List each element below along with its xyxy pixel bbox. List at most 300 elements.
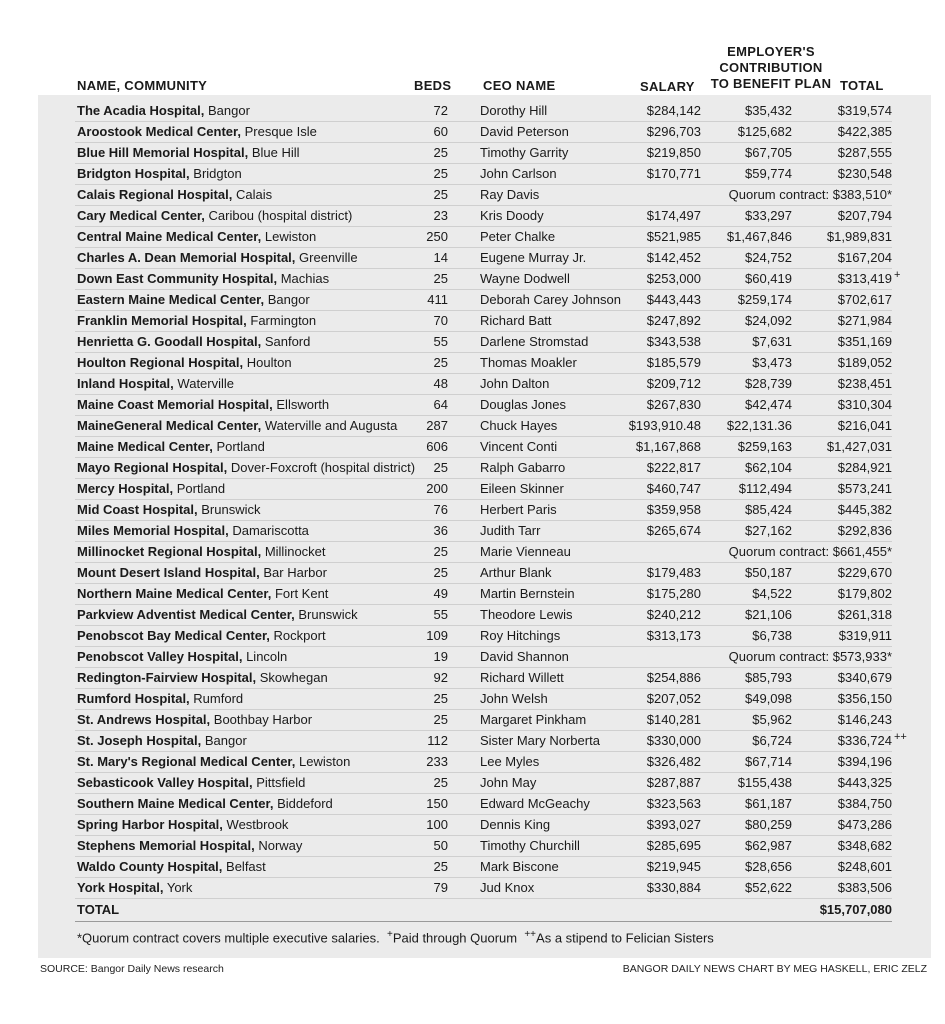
table-body bbox=[75, 101, 907, 922]
contribution-value: $6,738 bbox=[752, 628, 792, 643]
ceo-name: Theodore Lewis bbox=[480, 607, 573, 622]
beds-value: 25 bbox=[433, 544, 448, 559]
ceo-name: Timothy Garrity bbox=[480, 145, 569, 160]
ceo-name: Darlene Stromstad bbox=[480, 334, 589, 349]
contribution-value: $28,739 bbox=[745, 376, 792, 391]
contribution-value: $1,467,846 bbox=[726, 229, 792, 244]
community: Bangor bbox=[208, 103, 250, 118]
contribution-value: $24,092 bbox=[745, 313, 792, 328]
hospital-name-community bbox=[77, 563, 327, 583]
total-value: $384,750 bbox=[837, 796, 892, 811]
community: Norway bbox=[258, 838, 303, 853]
hospital-name-community bbox=[77, 164, 242, 184]
beds-value: 25 bbox=[433, 145, 448, 160]
hospital-name: Stephens Memorial Hospital, bbox=[77, 838, 255, 853]
footnote-plus-mark: + bbox=[386, 929, 393, 940]
beds-value: 50 bbox=[433, 838, 448, 853]
salary-value: $343,538 bbox=[646, 334, 701, 349]
beds-value: 70 bbox=[433, 313, 448, 328]
ceo-name: Arthur Blank bbox=[480, 565, 552, 580]
header-total: TOTAL bbox=[840, 78, 884, 93]
hospital-name: Cary Medical Center, bbox=[77, 208, 205, 223]
beds-value: 19 bbox=[433, 649, 448, 664]
hospital-name: St. Andrews Hospital, bbox=[77, 712, 211, 727]
total-value: $394,196 bbox=[837, 754, 892, 769]
table-row bbox=[75, 710, 892, 731]
salary-value: $222,817 bbox=[646, 460, 701, 475]
table-row bbox=[75, 353, 892, 374]
hospital-name: The Acadia Hospital, bbox=[77, 103, 205, 118]
salary-value: $460,747 bbox=[646, 481, 701, 496]
total-value: $261,318 bbox=[837, 607, 892, 622]
table-row bbox=[75, 290, 892, 311]
hospital-name: Mount Desert Island Hospital, bbox=[77, 565, 260, 580]
header-contribution-line3: TO BENEFIT PLAN bbox=[710, 76, 832, 91]
hospital-name-community bbox=[77, 521, 309, 541]
table-row bbox=[75, 101, 892, 122]
hospital-name-community bbox=[77, 479, 225, 499]
beds-value: 49 bbox=[433, 586, 448, 601]
beds-value: 64 bbox=[433, 397, 448, 412]
table-row bbox=[75, 647, 892, 668]
table-row bbox=[75, 311, 892, 332]
table-row bbox=[75, 689, 892, 710]
table-row bbox=[75, 563, 892, 584]
total-value: $238,451 bbox=[837, 376, 892, 391]
table-row bbox=[75, 857, 892, 878]
salary-value: $287,887 bbox=[646, 775, 701, 790]
hospital-name-community bbox=[77, 878, 192, 898]
hospital-name: York Hospital, bbox=[77, 880, 164, 895]
salary-value: $207,052 bbox=[646, 691, 701, 706]
hospital-name: Aroostook Medical Center, bbox=[77, 124, 241, 139]
hospital-name-community bbox=[77, 437, 265, 457]
quorum-contract bbox=[729, 542, 892, 562]
total-value: $1,989,831 bbox=[826, 229, 892, 244]
beds-value: 25 bbox=[433, 775, 448, 790]
contribution-value: $125,682 bbox=[737, 124, 792, 139]
footnote-paid-through-quorum: Paid through Quorum bbox=[392, 930, 518, 946]
hospital-name-community bbox=[77, 416, 397, 436]
hospital-name: Maine Medical Center, bbox=[77, 439, 213, 454]
ceo-name: Mark Biscone bbox=[480, 859, 559, 874]
total-value: $702,617 bbox=[837, 292, 892, 307]
hospital-name-community bbox=[77, 269, 329, 289]
contribution-value: $59,774 bbox=[745, 166, 792, 181]
contribution-value: $7,631 bbox=[752, 334, 792, 349]
beds-value: 72 bbox=[433, 103, 448, 118]
hospital-name: Eastern Maine Medical Center, bbox=[77, 292, 265, 307]
total-value: $207,794 bbox=[837, 208, 892, 223]
community: Greenville bbox=[299, 250, 358, 265]
total-value: $310,304 bbox=[837, 397, 892, 412]
beds-value: 200 bbox=[426, 481, 448, 496]
salary-value: $323,563 bbox=[646, 796, 701, 811]
contribution-value: $4,522 bbox=[752, 586, 792, 601]
total-value: $179,802 bbox=[837, 586, 892, 601]
community: Rockport bbox=[273, 628, 326, 643]
total-value: $167,204 bbox=[837, 250, 892, 265]
hospital-name: Mid Coast Hospital, bbox=[77, 502, 198, 517]
contribution-value: $60,419 bbox=[745, 271, 792, 286]
total-value: $573,241 bbox=[837, 481, 892, 496]
hospital-name: Millinocket Regional Hospital, bbox=[77, 544, 262, 559]
beds-value: 287 bbox=[426, 418, 448, 433]
hospital-name-community bbox=[77, 668, 328, 688]
hospital-name: Maine Coast Memorial Hospital, bbox=[77, 397, 273, 412]
ceo-name: Martin Bernstein bbox=[480, 586, 575, 601]
table-header bbox=[0, 0, 945, 95]
beds-value: 55 bbox=[433, 334, 448, 349]
beds-value: 100 bbox=[426, 817, 448, 832]
community: York bbox=[166, 880, 193, 895]
hospital-name-community bbox=[77, 311, 316, 331]
hospital-name: Spring Harbor Hospital, bbox=[77, 817, 223, 832]
community: Portland bbox=[176, 481, 226, 496]
beds-value: 25 bbox=[433, 712, 448, 727]
ceo-name: Sister Mary Norberta bbox=[480, 733, 600, 748]
table-row bbox=[75, 479, 892, 500]
table-row bbox=[75, 458, 892, 479]
community: Dover-Foxcroft (hospital district) bbox=[230, 460, 416, 475]
ceo-name: Ray Davis bbox=[480, 187, 540, 202]
total-value: $229,670 bbox=[837, 565, 892, 580]
ceo-name: John May bbox=[480, 775, 537, 790]
table-row bbox=[75, 752, 892, 773]
table-row bbox=[75, 500, 892, 521]
community: Belfast bbox=[226, 859, 266, 874]
contribution-value: $112,494 bbox=[738, 481, 792, 496]
salary-value: $359,958 bbox=[646, 502, 701, 517]
community: Presque Isle bbox=[244, 124, 317, 139]
contribution-value: $24,752 bbox=[745, 250, 792, 265]
total-value: $146,243 bbox=[837, 712, 892, 727]
community: Lewiston bbox=[264, 229, 317, 244]
total-value: $422,385 bbox=[837, 124, 892, 139]
beds-value: 25 bbox=[433, 166, 448, 181]
salary-value: $170,771 bbox=[646, 166, 701, 181]
table-row bbox=[75, 185, 892, 206]
ceo-name: Jud Knox bbox=[480, 880, 535, 895]
ceo-name: John Welsh bbox=[480, 691, 548, 706]
contribution-value: $62,987 bbox=[745, 838, 792, 853]
salary-value: $219,850 bbox=[646, 145, 701, 160]
salary-value: $330,884 bbox=[646, 880, 701, 895]
ceo-name: John Dalton bbox=[480, 376, 550, 391]
community: Houlton bbox=[246, 355, 292, 370]
table-row bbox=[75, 542, 892, 563]
ceo-name: Dennis King bbox=[480, 817, 551, 832]
quorum-contract-text: Quorum contract: $661,455 bbox=[728, 544, 887, 559]
hospital-name: Central Maine Medical Center, bbox=[77, 229, 262, 244]
header-name-community: NAME, COMMUNITY bbox=[77, 78, 208, 93]
contribution-value: $62,104 bbox=[745, 460, 792, 475]
beds-value: 250 bbox=[426, 229, 448, 244]
community: Calais bbox=[235, 187, 273, 202]
beds-value: 25 bbox=[433, 187, 448, 202]
table-row bbox=[75, 878, 892, 899]
community: Bangor bbox=[204, 733, 247, 748]
hospital-name: Inland Hospital, bbox=[77, 376, 174, 391]
total-value: $348,682 bbox=[837, 838, 892, 853]
beds-value: 25 bbox=[433, 355, 448, 370]
beds-value: 606 bbox=[426, 439, 448, 454]
salary-value: $193,910.48 bbox=[628, 418, 701, 433]
table-row bbox=[75, 269, 901, 290]
footnote-marker: * bbox=[886, 544, 892, 559]
hospital-name-community bbox=[77, 605, 358, 625]
ceo-name: Douglas Jones bbox=[480, 397, 566, 412]
hospital-name: Waldo County Hospital, bbox=[77, 859, 223, 874]
hospital-name: Henrietta G. Goodall Hospital, bbox=[77, 334, 262, 349]
header-salary: SALARY bbox=[640, 79, 695, 94]
table-row bbox=[75, 374, 892, 395]
contribution-value: $52,622 bbox=[745, 880, 792, 895]
ceo-name: Marie Vienneau bbox=[480, 544, 571, 559]
beds-value: 150 bbox=[426, 796, 448, 811]
salary-value: $209,712 bbox=[646, 376, 701, 391]
community: Fort Kent bbox=[274, 586, 329, 601]
total-value: $351,169 bbox=[837, 334, 892, 349]
table-row bbox=[75, 122, 892, 143]
total-label: TOTAL bbox=[77, 902, 120, 917]
contribution-value: $28,656 bbox=[745, 859, 792, 874]
hospital-name: Houlton Regional Hospital, bbox=[77, 355, 244, 370]
hospital-name-community bbox=[77, 773, 305, 793]
community: Rumford bbox=[193, 691, 244, 706]
beds-value: 76 bbox=[433, 502, 448, 517]
footnote-marker: * bbox=[886, 649, 892, 664]
beds-value: 92 bbox=[433, 670, 448, 685]
salary-value: $326,482 bbox=[646, 754, 701, 769]
table-row bbox=[75, 143, 892, 164]
total-value: $189,052 bbox=[837, 355, 892, 370]
total-row bbox=[75, 899, 892, 922]
beds-value: 23 bbox=[433, 208, 448, 223]
hospital-name-community bbox=[77, 500, 261, 520]
hospital-name-community bbox=[77, 710, 312, 730]
hospital-name-community bbox=[77, 185, 272, 205]
community: Brunswick bbox=[201, 502, 261, 517]
hospital-name: Redington-Fairview Hospital, bbox=[77, 670, 257, 685]
hospital-name: MaineGeneral Medical Center, bbox=[77, 418, 262, 433]
table-row bbox=[75, 731, 907, 752]
hospital-name: Mayo Regional Hospital, bbox=[77, 460, 228, 475]
grand-total-value: $15,707,080 bbox=[819, 902, 892, 917]
total-value: $319,911 bbox=[838, 628, 892, 643]
beds-value: 25 bbox=[433, 859, 448, 874]
hospital-name-community bbox=[77, 836, 302, 856]
salary-value: $240,212 bbox=[646, 607, 701, 622]
hospital-name: St. Mary's Regional Medical Center, bbox=[77, 754, 296, 769]
hospital-name-community bbox=[77, 290, 310, 310]
community: Skowhegan bbox=[259, 670, 328, 685]
total-value: $230,548 bbox=[837, 166, 892, 181]
contribution-value: $3,473 bbox=[752, 355, 792, 370]
community: Lewiston bbox=[299, 754, 351, 769]
total-value: $271,984 bbox=[837, 313, 892, 328]
ceo-name: Eugene Murray Jr. bbox=[480, 250, 587, 265]
ceo-name: Dorothy Hill bbox=[480, 103, 548, 118]
ceo-name: John Carlson bbox=[480, 166, 557, 181]
salary-value: $185,579 bbox=[646, 355, 701, 370]
header-contribution bbox=[706, 44, 836, 92]
contribution-value: $85,793 bbox=[745, 670, 792, 685]
table-row bbox=[75, 416, 892, 437]
total-value: $383,506 bbox=[837, 880, 892, 895]
hospital-name: Charles A. Dean Memorial Hospital, bbox=[77, 250, 296, 265]
table-row bbox=[75, 794, 892, 815]
table-row bbox=[75, 227, 892, 248]
total-value: $473,286 bbox=[837, 817, 892, 832]
salary-value: $253,000 bbox=[646, 271, 701, 286]
ceo-name: Judith Tarr bbox=[480, 523, 541, 538]
total-value: $336,724 bbox=[837, 733, 892, 748]
hospital-name: Franklin Memorial Hospital, bbox=[77, 313, 247, 328]
hospital-name-community bbox=[77, 332, 310, 352]
ceo-name: Eileen Skinner bbox=[480, 481, 564, 496]
quorum-contract bbox=[729, 185, 892, 205]
community: Farmington bbox=[250, 313, 317, 328]
contribution-value: $27,162 bbox=[745, 523, 792, 538]
total-value: $313,419 bbox=[837, 271, 892, 286]
community: Bridgton bbox=[193, 166, 242, 181]
community: Pittsfield bbox=[256, 775, 306, 790]
hospital-name: Penobscot Valley Hospital, bbox=[77, 649, 243, 664]
hospital-name-community bbox=[77, 206, 352, 226]
credit-line: BANGOR DAILY NEWS CHART BY MEG HASKELL, ERIC ZELZ bbox=[622, 963, 927, 975]
community: Damariscotta bbox=[232, 523, 309, 538]
salary-value: $254,886 bbox=[646, 670, 701, 685]
table-row bbox=[75, 836, 892, 857]
source-line: SOURCE: Bangor Daily News research bbox=[40, 963, 224, 975]
hospital-name-community bbox=[77, 248, 358, 268]
header-beds: BEDS bbox=[414, 78, 452, 93]
ceo-name: Timothy Churchill bbox=[480, 838, 580, 853]
salary-value: $179,483 bbox=[646, 565, 701, 580]
total-value: $356,150 bbox=[837, 691, 892, 706]
footnotes bbox=[77, 929, 714, 945]
hospital-name-community bbox=[77, 374, 234, 394]
salary-value: $247,892 bbox=[646, 313, 701, 328]
ceo-name: Ralph Gabarro bbox=[480, 460, 566, 475]
hospital-name: Penobscot Bay Medical Center, bbox=[77, 628, 270, 643]
community: Blue Hill bbox=[251, 145, 300, 160]
beds-value: 14 bbox=[433, 250, 448, 265]
community: Boothbay Harbor bbox=[213, 712, 313, 727]
community: Lincoln bbox=[246, 649, 288, 664]
contribution-value: $50,187 bbox=[745, 565, 792, 580]
hospital-name-community bbox=[77, 626, 326, 646]
contribution-value: $259,163 bbox=[737, 439, 792, 454]
footnote-marker: * bbox=[886, 187, 892, 202]
ceo-name: Deborah Carey Johnson bbox=[480, 292, 621, 307]
salary-value: $521,985 bbox=[646, 229, 701, 244]
hospital-name-community bbox=[77, 122, 317, 142]
beds-value: 48 bbox=[433, 376, 448, 391]
ceo-name: Wayne Dodwell bbox=[480, 271, 570, 286]
ceo-name: David Peterson bbox=[480, 124, 569, 139]
hospital-name-community bbox=[77, 794, 333, 814]
table-row bbox=[75, 815, 892, 836]
contribution-value: $67,714 bbox=[745, 754, 792, 769]
contribution-value: $85,424 bbox=[745, 502, 792, 517]
community: Brunswick bbox=[298, 607, 358, 622]
hospital-name-community bbox=[77, 752, 350, 772]
community: Waterville and Augusta bbox=[264, 418, 398, 433]
beds-value: 233 bbox=[426, 754, 448, 769]
ceo-name: Vincent Conti bbox=[480, 439, 558, 454]
ceo-name: Margaret Pinkham bbox=[480, 712, 587, 727]
salary-value: $265,674 bbox=[646, 523, 701, 538]
salary-value: $330,000 bbox=[646, 733, 701, 748]
quorum-contract bbox=[729, 647, 892, 667]
contribution-value: $61,187 bbox=[745, 796, 792, 811]
beds-value: 60 bbox=[433, 124, 448, 139]
salary-value: $284,142 bbox=[646, 103, 701, 118]
hospital-name: Miles Memorial Hospital, bbox=[77, 523, 229, 538]
footnote-marker: + bbox=[894, 269, 901, 281]
community: Caribou (hospital district) bbox=[208, 208, 353, 223]
table-row bbox=[75, 521, 892, 542]
ceo-name: Herbert Paris bbox=[480, 502, 557, 517]
ceo-name: Roy Hitchings bbox=[480, 628, 561, 643]
community: Biddeford bbox=[277, 796, 333, 811]
hospital-name: Mercy Hospital, bbox=[77, 481, 174, 496]
hospital-name-community bbox=[77, 647, 287, 667]
hospital-name: Southern Maine Medical Center, bbox=[77, 796, 274, 811]
hospital-name: Rumford Hospital, bbox=[77, 691, 190, 706]
table-row bbox=[75, 164, 892, 185]
header-ceo-name: CEO NAME bbox=[483, 78, 556, 93]
contribution-value: $35,432 bbox=[745, 103, 792, 118]
beds-value: 79 bbox=[433, 880, 448, 895]
hospital-name-community bbox=[77, 458, 415, 478]
beds-value: 25 bbox=[433, 691, 448, 706]
total-value: $1,427,031 bbox=[826, 439, 892, 454]
header-contribution-line2: CONTRIBUTION bbox=[719, 60, 823, 75]
table-row bbox=[75, 605, 892, 626]
salary-value: $393,027 bbox=[646, 817, 701, 832]
table-row bbox=[75, 332, 892, 353]
salary-value: $175,280 bbox=[646, 586, 701, 601]
beds-value: 109 bbox=[426, 628, 448, 643]
table-row bbox=[75, 206, 892, 227]
total-value: $216,041 bbox=[837, 418, 892, 433]
footnote-quorum: *Quorum contract covers multiple executive salaries. bbox=[77, 930, 380, 946]
community: Bar Harbor bbox=[263, 565, 327, 580]
hospital-name: Down East Community Hospital, bbox=[77, 271, 278, 286]
hospital-name-community bbox=[77, 815, 288, 835]
community: Westbrook bbox=[226, 817, 289, 832]
total-value: $319,574 bbox=[837, 103, 892, 118]
beds-value: 25 bbox=[433, 271, 448, 286]
hospital-name-community bbox=[77, 542, 326, 562]
salary-value: $296,703 bbox=[646, 124, 701, 139]
salary-value: $140,281 bbox=[646, 712, 701, 727]
beds-value: 25 bbox=[433, 460, 448, 475]
contribution-value: $42,474 bbox=[745, 397, 792, 412]
contribution-value: $80,259 bbox=[745, 817, 792, 832]
hospital-name: Sebasticook Valley Hospital, bbox=[77, 775, 253, 790]
contribution-value: $67,705 bbox=[745, 145, 792, 160]
salary-value: $285,695 bbox=[646, 838, 701, 853]
hospital-name: Bridgton Hospital, bbox=[77, 166, 190, 181]
salary-value: $174,497 bbox=[646, 208, 701, 223]
contribution-value: $5,962 bbox=[752, 712, 792, 727]
hospital-name-community bbox=[77, 101, 250, 121]
total-value: $248,601 bbox=[837, 859, 892, 874]
